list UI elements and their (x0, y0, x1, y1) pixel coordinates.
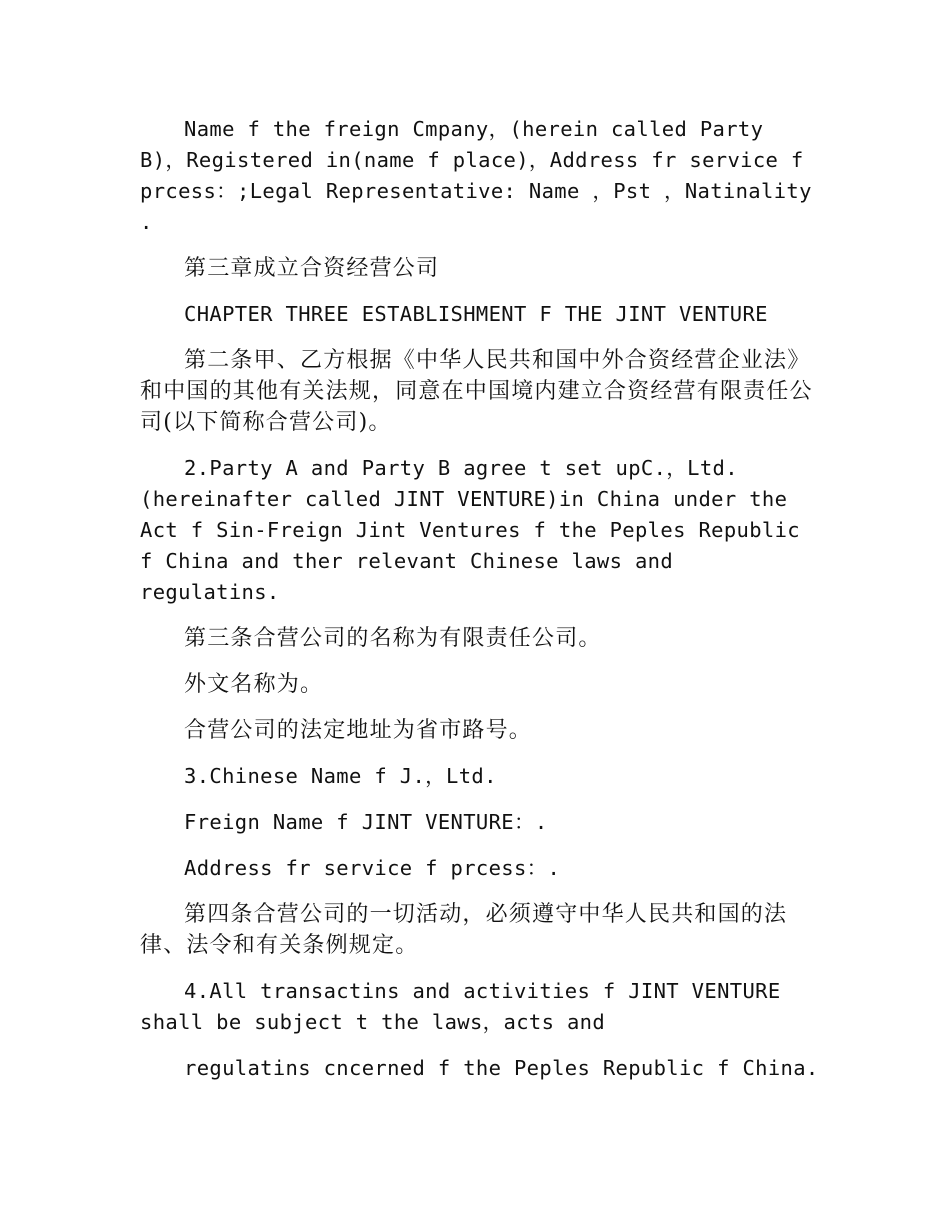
article-3-name-zh: 第三条合营公司的名称为有限责任公司。 (184, 626, 602, 651)
article-4-zh: 第四条合营公司的一切活动，必须遵守中华人民共和国的法律、法令和有关条例规定。 (140, 902, 788, 958)
article-2-en: 2.Party A and Party B agree t set upC.，Ltd. (hereinafter called JINT VENTURE)in China under the Act f Sin-Freign Jint Ventures f the Peples Republic f China and ther relevant Chinese laws and regulatins. (140, 456, 813, 604)
article-3-foreign-name-en: Freign Name f JINT VENTURE：. (184, 810, 548, 834)
article-3-foreign-name-zh: 外文名称为。 (184, 672, 324, 697)
article-4-en-part1: 4.All transactins and activities f JINT VENTURE shall be subject t the laws，acts and (140, 979, 794, 1034)
chapter-three-heading-zh: 第三章成立合资经营公司 (184, 256, 440, 281)
document-body (140, 114, 825, 1099)
article-2-zh: 第二条甲、乙方根据《中华人民共和国中外合资经营企业法》和中国的其他有关法规，同意在中国境内建立合资经营有限责任公司(以下简称合营公司)。 (140, 348, 813, 435)
paragraph-party-b-info: Name f the freign Cmpany，(herein called Party B)，Registered in(name f place)，Address fr service f prcess：;Legal Representative: Name ，Pst ，Natinality . (140, 117, 825, 234)
article-4-en-part2: regulatins cncerned f the Peples Republic f China. (184, 1056, 819, 1080)
chapter-three-heading-en: CHAPTER THREE ESTABLISHMENT F THE JINT VENTURE (184, 302, 768, 326)
article-3-address-en: Address fr service f prcess：. (184, 856, 561, 880)
article-3-address-zh: 合营公司的法定地址为省市路号。 (184, 718, 533, 743)
article-3-chinese-name-en: 3.Chinese Name f J.，Ltd. (184, 764, 497, 788)
